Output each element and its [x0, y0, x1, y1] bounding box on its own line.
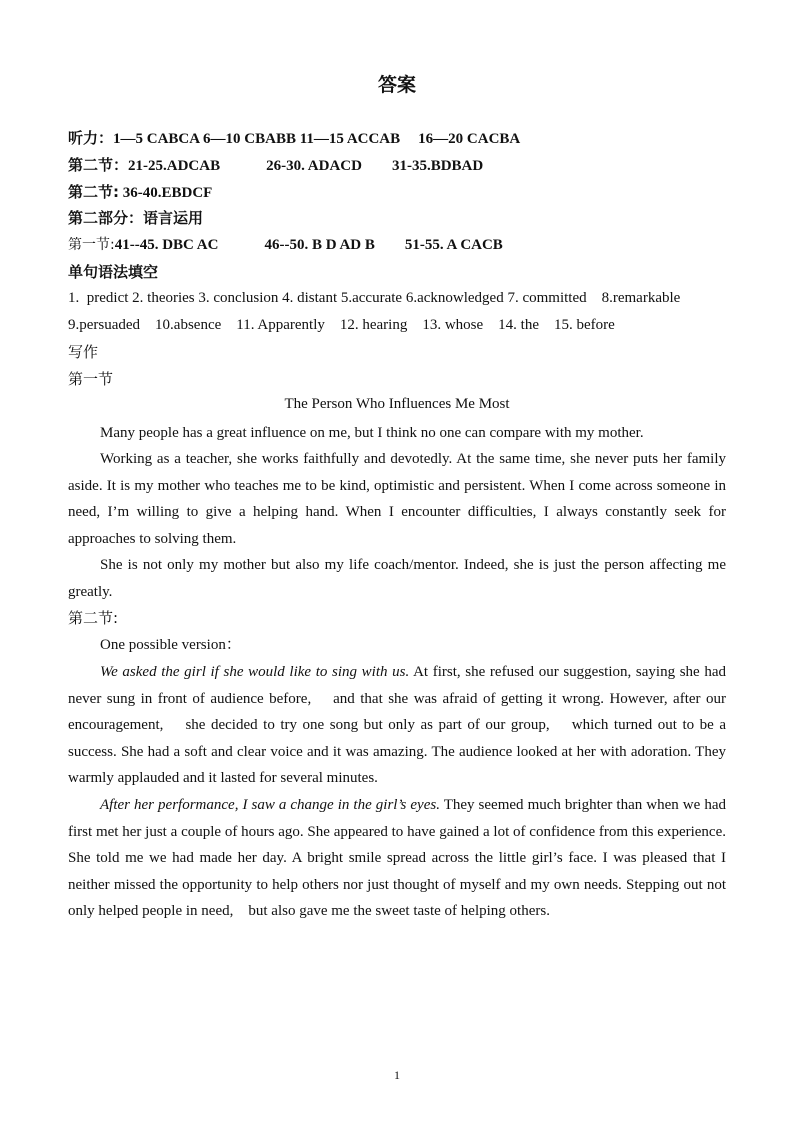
listening-part-1: 1—5 CABCA: [113, 131, 200, 147]
reading-s2-part-2: 26-30. ADACD: [266, 158, 362, 174]
reading-s2-part-1: 21-25.ADCAB: [128, 158, 221, 174]
essay-1-paragraph-1: Many people has a great influence on me, but I think no one can compare with my mother.: [100, 425, 644, 441]
essay-2-intro: [100, 635, 241, 655]
writing-section-1-label: 第一节: [68, 370, 114, 388]
essay-1-title: The Person Who Influences Me Most: [284, 396, 510, 412]
grammar-answers-line-2: 9.persuaded 10.absence 11. Apparently 12. hearing 13. whose 14. the 15. before: [68, 317, 615, 333]
essay-2-intro-text: One possible version：: [100, 637, 241, 653]
grammar-answers-line-1: 1. predict 2. theories 3. conclusion 4. distant 5.accurate 6.acknowledged 7. committed 8.remarkable: [68, 290, 681, 306]
cloze-part-2: 46--50. B D AD B: [264, 237, 375, 253]
reading-s2b-part-1: 36-40.EBDCF: [122, 185, 213, 201]
essay-2-p1-body: At first, she refused our suggestion, saying she had never sung in front of audience before, and that she was afraid of getting it wrong. However, after our encouragement, she decided to try one song but only as part of our group, which turned out to be a success. She had a soft and clear voice and it was amazing. The audience looked at her with adoration. They warmly applauded and it lasted for several minutes.: [68, 664, 730, 786]
part-2-heading: 第二部分：语言运用: [68, 209, 204, 227]
listening-part-2: 6—10 CBABB: [203, 131, 296, 147]
listening-part-3: 11—15 ACCAB: [299, 131, 401, 147]
reading-section-2-answers: [68, 155, 483, 176]
cloze-part-1: 41--45. DBC AC: [114, 237, 219, 253]
cloze-part-3: 51-55. A CACB: [404, 237, 503, 253]
reading-s2-label: 第二节：: [68, 156, 129, 174]
listening-part-4: 16—20 CACBA: [418, 131, 521, 147]
reading-s2-part-3: 31-35.BDBAD: [391, 158, 484, 174]
listening-label: 听力：: [68, 129, 114, 147]
page-number: 1: [394, 1068, 400, 1082]
grammar-heading: 单句语法填空: [68, 263, 159, 281]
reading-section-2b-answers: [68, 182, 212, 203]
cloze-label: 第一节:: [68, 237, 115, 253]
essay-1-paragraph-2: Working as a teacher, she works faithfully and devotedly. At the same time, she never puts her family aside. It is my mother who teaches me to be kind, optimistic and persistent. When I come across someone in need, I’m willing to give a helping hand. When I encounter difficulties, I always constantly seek for approaches to solving them.: [68, 451, 726, 547]
essay-2-paragraph-2: [68, 792, 730, 925]
essay-2-p1-lead: We asked the girl if she would like to sing with us.: [100, 664, 410, 680]
listening-answers: [68, 128, 520, 149]
cloze-answers: [68, 235, 503, 255]
writing-heading: 写作: [68, 343, 99, 361]
page-title: 答案: [377, 74, 416, 96]
writing-section-2-label: 第二节:: [68, 609, 119, 627]
essay-2-paragraph-1: [68, 659, 730, 792]
essay-2-p2-lead: After her performance, I saw a change in the girl’s eyes.: [100, 797, 440, 813]
reading-s2b-label: 第二节:: [68, 183, 119, 201]
essay-1-paragraph-3: She is not only my mother but also my life coach/mentor. Indeed, she is just the person affecting me greatly.: [68, 557, 726, 600]
essay-2-p2-body: They seemed much brighter than when we had first met her just a couple of hours ago. She appeared to have gained a lot of confidence from this experience. She told me we had made her day. A bright smile spread across the little girl’s face. I was pleased that I neither missed the opportunity to help others nor just thought of myself and my own needs. Stepping out not only helped people in need, but also gave me the sweet taste of helping others.: [68, 797, 730, 919]
